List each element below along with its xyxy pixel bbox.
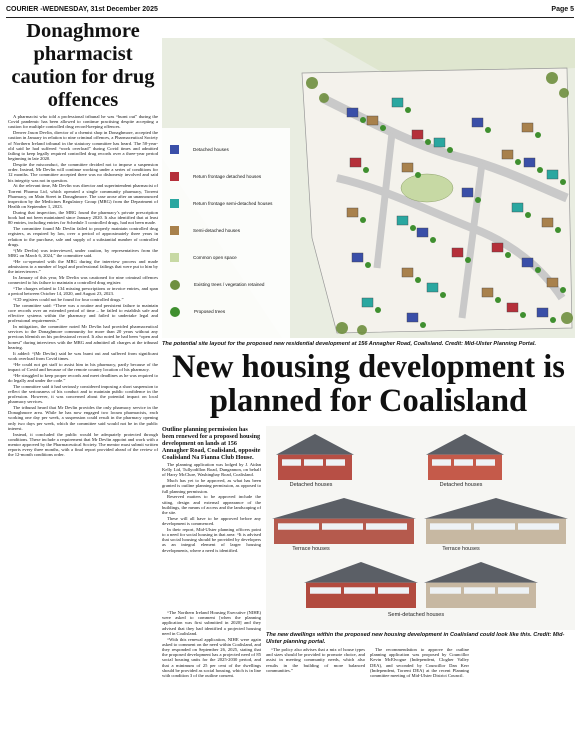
paragraph: In mitigation, the committee noted Mr Devlin had provided pharmaceutical services to the Donaghmore community for more than 20 years without any previous blemish on his professional record. It also noted he had been “open and honest” during interviews with the MRG and admitted all charges at the tribunal hearing. xyxy=(8,324,158,350)
story-housing-column-4 xyxy=(474,647,573,735)
page-number: Page 5 xyxy=(551,6,574,13)
proposed-tree-icon xyxy=(430,237,436,243)
proposed-tree-icon xyxy=(525,212,531,218)
story-pharmacist-body xyxy=(8,114,158,458)
story-pharmacist-headline: Donaghmore pharmacist caution for drug offences xyxy=(11,20,155,111)
house-elevation xyxy=(424,498,568,544)
paragraph: During that inspection, the MRG found the pharmacy’s private prescription book had not been maintained since January 2020. It also identified that at least 80 entries, including entries for Schedule 3 controlled drugs, had not been made. xyxy=(8,210,158,226)
map-caption: The potential site layout for the proposed new residential development at 156 Annagher Road, Coalisland. Credit: Mid-Ulster Planning Portal. xyxy=(162,341,537,347)
legend-item xyxy=(170,217,286,244)
house-plot xyxy=(522,123,533,132)
proposed-tree-icon xyxy=(420,322,426,328)
house-elevations-figure xyxy=(266,426,575,630)
house-swatch-icon xyxy=(170,145,179,154)
house-plot xyxy=(350,158,361,167)
paragraph: Denver Jason Devlin, director of a chemist shop in Donaghmore, accepted the caution in January in relation to nine criminal offences, a Pharmaceutical Society of Northern Ireland tribunal in the statutory committee has heard. The 50-year-old said he had suffered “work overload” during Covid times and admitted failing to keep legally required controlled drug records over a three-year period beginning in late 2020. xyxy=(8,130,158,162)
paragraph: Reserved matters to be approved include the siting, design and external appearance of the buildings, the means of access and the landscaping of the site. xyxy=(162,494,261,516)
house-plot xyxy=(547,278,558,287)
proposed-tree-icon xyxy=(405,107,411,113)
house-swatch-icon xyxy=(170,253,179,262)
paragraph: “He struggled to keep proper records and meet deadlines as he was required to do legally and under the code.” xyxy=(8,372,158,383)
proposed-tree-icon xyxy=(520,312,526,318)
house-elevation xyxy=(426,434,504,480)
proposed-tree-icon xyxy=(440,292,446,298)
house-plot xyxy=(352,253,363,262)
paragraph: The committee said: “There was a routine and persistent failure to maintain core records over an extended period of time – he failed to establish safe and effective systems within the pharmacy and failed to undertake legal and professional requirements.” xyxy=(8,302,158,324)
house-plot xyxy=(397,216,408,225)
house-plot xyxy=(427,283,438,292)
tree-swatch-icon xyxy=(170,307,180,317)
paragraph: “The Northern Ireland Housing Executive (NIHE) were asked to comment [when the planning application was first submitted in 2020] and they advised that they had identified a projected housing need in Coalisland. xyxy=(162,610,261,636)
elevations-caption: The new dwellings within the proposed new housing development in Coalisland could look like this. Credit: Mid-Ulster planning portal. xyxy=(266,632,565,645)
paragraph: Despite the misconduct, the committee decided not to impose a suspension order. Instead, Mr Devlin will continue working under a series of conditions for 12 months. The committee accepted there was no dishonesty involved and said his integrity was not in question. xyxy=(8,162,158,183)
proposed-tree-icon xyxy=(537,167,543,173)
legend-label: Return frontage detached houses xyxy=(193,174,262,179)
proposed-tree-icon xyxy=(560,287,566,293)
proposed-tree-icon xyxy=(415,172,421,178)
paragraph: Instead, it concluded the public would be adequately protected through conditions. These include a requirement that Mr Devlin appoint and work with a mentor approved by the Pharmaceutical Society. The mentor must submit written reports every three months, with a final report provided ahead of the review of the 12-month conditions order. xyxy=(8,431,158,458)
paragraph: The recommendation to approve the outline planning application was proposed by Councillor Kevin McElvogue (Independent, Clogher Valley DEA), and seconded by Councillor Dan Kerr (Independent, Torrent DEA) at the recent Planning committee meeting of Mid-Ulster District Council. xyxy=(370,647,469,679)
house-plot xyxy=(434,138,445,147)
house-plot xyxy=(524,158,535,167)
legend-item xyxy=(170,298,286,325)
story-housing-lead: Outline planning permission has been renewed for a proposed housing development on lands at 156 Annagher Road, Coalisland, opposite Coalisland Na Fianna Club House. xyxy=(162,426,261,461)
proposed-tree-icon xyxy=(363,167,369,173)
house-swatch-icon xyxy=(170,172,179,181)
house-elevation xyxy=(276,434,354,480)
proposed-tree-icon xyxy=(535,132,541,138)
proposed-tree-icon xyxy=(415,277,421,283)
proposed-tree-icon xyxy=(410,225,416,231)
proposed-tree-icon xyxy=(360,217,366,223)
legend-item xyxy=(170,190,286,217)
proposed-tree-icon xyxy=(375,307,381,313)
house-plot xyxy=(412,130,423,139)
house-plot xyxy=(417,228,428,237)
elevation-label: Detached houses xyxy=(439,482,483,488)
story-housing-column-3 xyxy=(370,647,469,735)
paragraph: The tribunal heard that Mr Devlin provides the only pharmacy service in the Donaghmore area. While he has now engaged two locum pharmacists, each working one day per week, a suspension could result in the pharmacy opening only two days per week, which the committee said would not be in the public interest. xyxy=(8,405,158,431)
site-layout-map xyxy=(162,38,575,338)
paragraph: The committee found Mr Devlin failed to properly maintain controlled drug registers, as required by law, over a period of approximately three years in relation to the purchase, sale and supply of a substantial number of controlled drugs. xyxy=(8,226,158,247)
page-header xyxy=(6,3,574,18)
elevation-label: Terrace houses xyxy=(292,546,330,552)
paragraph: “The charges related to 134 missing prescriptions or invoice entries, and span a period between October 14, 2020, and August 23, 2023. xyxy=(8,285,158,297)
proposed-tree-icon xyxy=(360,117,366,123)
paragraph: At the relevant time, Mr Devlin was director and superintendent pharmacist of Torrent Pharma Ltd, which operated a single community pharmacy, Torrent Pharmacy, on Main Street in Donaghmore. The case arose after an unannounced inspection by the Medicines Regulatory Group (MRG) from the Department of Health on September 1, 2023. xyxy=(8,183,158,210)
paragraph: The planning application was lodged by J. Aidan Kelly Ltd, Tullyodillon Road, Dungannon, on behalf of Harry McClure, Washingbay Road, Coalisland. xyxy=(162,462,261,478)
story-housing-column-1 xyxy=(162,426,261,610)
house-plot xyxy=(407,313,418,322)
house-plot xyxy=(452,248,463,257)
paragraph: In their report, Mid-Ulster planning officers point to a need for social housing in that area: “It is advised that social housing should be provided by developers as an integral element of larger housing developments, where a need is identified. xyxy=(162,526,261,553)
house-elevation xyxy=(272,498,416,544)
house-plot xyxy=(542,218,553,227)
paragraph: “With this renewal application, NIHE were again asked to comment on the need within Coalisland, and they responded on September 26, 2025, stating that the proposed development has a projected need of 85 social housing units for the 2025-2030 period, and that a minimum of 25 per cent of the dwellings should be provided as social housing, which is in line with condition 3 of the outline consent. xyxy=(162,636,261,679)
legend-label: Existing trees / vegetation retained xyxy=(194,282,265,287)
proposed-tree-icon xyxy=(550,317,556,323)
house-plot xyxy=(367,116,378,125)
house-swatch-icon xyxy=(170,226,179,235)
paragraph: In January of this year, Mr Devlin was cautioned for nine criminal offences connected to his failure to maintain a controlled drug register. xyxy=(8,274,158,286)
paragraph: It added: “(Mr Devlin) said he was burnt out and suffered from significant work overload from Covid times. xyxy=(8,350,158,361)
paragraph: “The policy also advises that a mix of house types and sizes should be provided to promote choice, and assist in meeting community needs, which also results in the building of more balanced communities.” xyxy=(266,647,365,673)
house-plot xyxy=(482,288,493,297)
story-housing-column-2 xyxy=(266,647,365,735)
paragraph: “CD registers could not be found for four controlled drugs.” xyxy=(13,296,124,302)
house-swatch-icon xyxy=(170,199,179,208)
map-legend xyxy=(170,136,286,325)
legend-item xyxy=(170,244,286,271)
proposed-tree-icon xyxy=(505,252,511,258)
house-plot xyxy=(507,303,518,312)
house-plot xyxy=(402,163,413,172)
house-plot xyxy=(347,108,358,117)
house-plot xyxy=(472,118,483,127)
house-plot xyxy=(502,150,513,159)
house-plot xyxy=(392,98,403,107)
story-housing-column-1b xyxy=(162,610,261,735)
legend-label: Proposed trees xyxy=(194,309,226,314)
proposed-tree-icon xyxy=(495,297,501,303)
proposed-tree-icon xyxy=(535,267,541,273)
house-plot xyxy=(547,170,558,179)
proposed-tree-icon xyxy=(447,147,453,153)
house-plot xyxy=(462,188,473,197)
proposed-tree-icon xyxy=(365,262,371,268)
legend-label: Semi-detached houses xyxy=(193,228,240,233)
legend-item xyxy=(170,163,286,190)
elevation-label: Semi-detached houses xyxy=(387,612,445,618)
house-plot xyxy=(362,298,373,307)
elevation-label: Detached houses xyxy=(289,482,333,488)
legend-label: Detached houses xyxy=(193,147,229,152)
paragraph: “He could not get staff to assist him in his pharmacy, partly because of the impact of Covid and because of the remote country location of his pharmacy. xyxy=(8,361,158,372)
proposed-tree-icon xyxy=(515,159,521,165)
paragraph: “He co-operated with the MRG during the interview process and made admissions to a number of legal and professional failings that were put to him by the interviewers.” xyxy=(8,258,158,275)
legend-item xyxy=(170,136,286,163)
elevation-label: Terrace houses xyxy=(442,546,480,552)
proposed-tree-icon xyxy=(555,227,561,233)
header-date: COURIER -WEDNESDAY, 31st December 2025 xyxy=(6,6,158,13)
proposed-tree-icon xyxy=(465,257,471,263)
house-plot xyxy=(492,243,503,252)
house-plot xyxy=(522,258,533,267)
house-plot xyxy=(402,268,413,277)
paragraph: The committee said it had seriously considered imposing a short suspension to reflect the seriousness of his conduct and to maintain public confidence in the profession. However, it was concerned about the potential impact on local pharmacy services. xyxy=(8,383,158,405)
proposed-tree-icon xyxy=(380,125,386,131)
story-housing-headline: New housing development is planned for Coalisland xyxy=(172,349,565,419)
house-plot xyxy=(512,203,523,212)
legend-label: Common open space xyxy=(193,255,237,260)
paragraph: These will all have to be approved before any development is commenced. xyxy=(162,515,261,527)
house-elevation xyxy=(304,562,418,608)
legend-label: Return frontage semi-detached houses xyxy=(193,201,273,206)
house-plot xyxy=(347,208,358,217)
legend-item xyxy=(170,271,286,298)
proposed-tree-icon xyxy=(485,127,491,133)
house-elevation xyxy=(424,562,538,608)
elevations-drawing xyxy=(266,426,575,630)
paragraph: Much has yet to be approved, as what has been granted is outline planning permission, as opposed to full planning permission. xyxy=(162,478,261,494)
tree-swatch-icon xyxy=(170,280,180,290)
paragraph: A pharmacist who told a professional tribunal he was “burnt out” during the Covid pandemic has been allowed to continue practising despite accepting a caution for multiple controlled drug record-keeping offences. xyxy=(8,114,158,130)
story-pharmacist xyxy=(8,20,158,732)
proposed-tree-icon xyxy=(475,197,481,203)
house-plot xyxy=(537,308,548,317)
proposed-tree-icon xyxy=(560,179,566,185)
proposed-tree-icon xyxy=(425,139,431,145)
paragraph: “(Mr Devlin) was interviewed, under caution, by representatives from the MRG on March 6, 2024,” the committee said. xyxy=(8,247,158,258)
